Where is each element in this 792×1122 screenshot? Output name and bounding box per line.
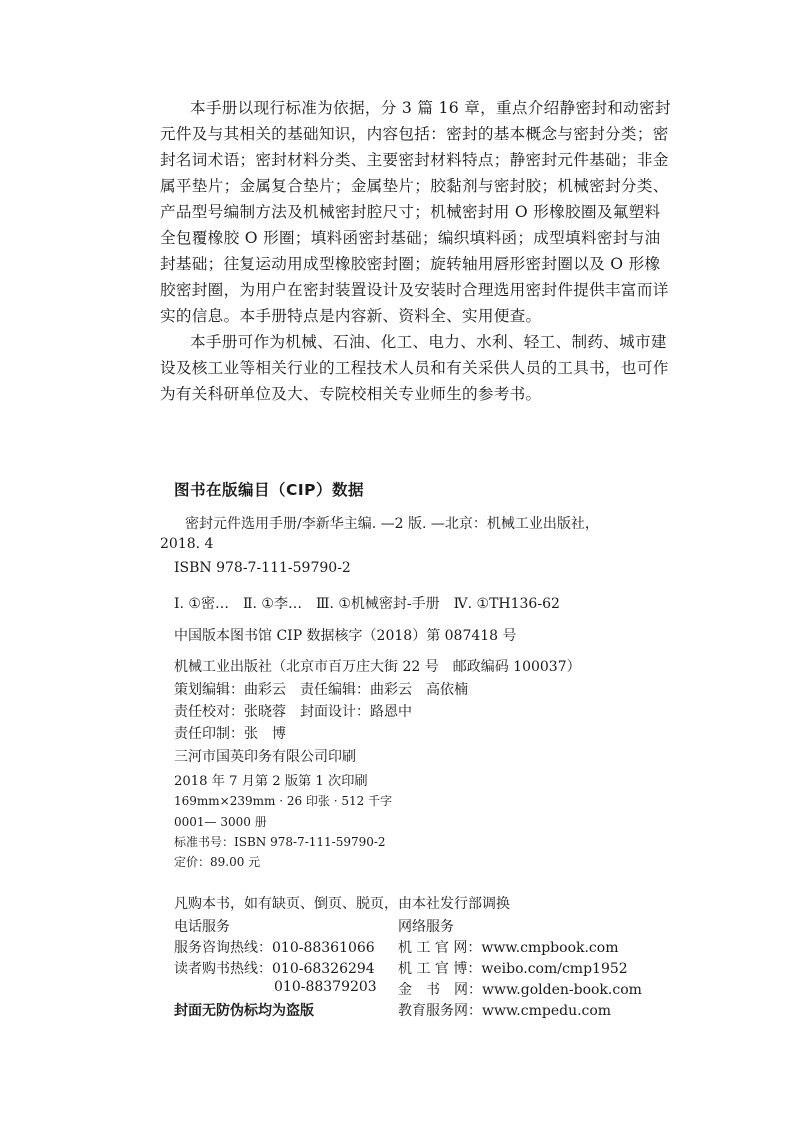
intro-p2-line1: 本手册可作为机械、石油、化工、电力、水利、轻工、制药、城市建 — [190, 333, 667, 351]
intro-p1-line8: 胶密封圈，为用户在密封装置设计及安装时合理选用密封件提供丰富而详 — [160, 281, 669, 299]
extra-phone: 010-88379203 — [274, 979, 377, 995]
intro-p2-line3: 为有关科研单位及大、专院校相关专业师生的参考书。 — [160, 385, 542, 403]
publisher-print-run: 0001— 3000 册 — [174, 815, 267, 829]
site4-link[interactable]: www.cmpedu.com — [482, 1003, 612, 1019]
reader-hotline — [174, 958, 375, 978]
site3-link[interactable]: www.golden-book.com — [482, 982, 642, 998]
publisher-price: 定价：89.00 元 — [174, 855, 261, 869]
site1-row — [398, 937, 618, 957]
intro-p1-line9: 实的信息。本手册特点是内容新、资料全、实用便查。 — [160, 307, 542, 325]
publisher-printing-manager: 责任印制：张 博 — [174, 726, 286, 742]
publisher-name-address: 机械工业出版社（北京市百万庄大街 22 号 邮政编码 100037） — [174, 659, 581, 675]
consult-hotline-label: 服务咨询热线： — [174, 940, 272, 956]
consult-hotline-number: 010-88361066 — [272, 940, 375, 956]
cip-number: 中国版本图书馆 CIP 数据核字（2018）第 087418 号 — [174, 628, 517, 644]
site3-row — [398, 979, 642, 999]
intro-p1-line4: 属平垫片；金属复合垫片；金属垫片；胶黏剂与密封胶；机械密封分类、 — [160, 177, 669, 195]
anti-counterfeit-notice: 封面无防伪标均为盗版 — [174, 1003, 314, 1019]
site2-link[interactable]: weibo.com/cmp1952 — [481, 961, 628, 977]
publisher-format: 169mm×239mm · 26 印张 · 512 千字 — [174, 794, 393, 808]
intro-p1-line6: 全包覆橡胶 O 形圈；填料函密封基础；编织填料函；成型填料密封与油 — [160, 229, 661, 247]
site3-label: 金 书 网： — [398, 982, 482, 998]
publisher-edition: 2018 年 7 月第 2 版第 1 次印刷 — [174, 774, 368, 789]
intro-p1-line7: 封基础；往复运动用成型橡胶密封圈；旋转轴用唇形密封圈以及 O 形橡 — [160, 255, 661, 273]
cip-heading: 图书在版编目（CIP）数据 — [174, 481, 365, 499]
site1-link[interactable]: www.cmpbook.com — [481, 940, 619, 956]
site4-label: 教育服务网： — [398, 1003, 482, 1019]
intro-p1-line3: 封名词术语；密封材料分类、主要密封材料特点；静密封元件基础；非金 — [160, 151, 669, 169]
reader-hotline-label: 读者购书热线： — [174, 961, 272, 977]
site1-label: 机 工 官 网： — [398, 940, 482, 956]
footer-notice: 凡购本书，如有缺页、倒页、脱页，由本社发行部调换 — [174, 896, 510, 912]
phone-service-title: 电话服务 — [174, 919, 230, 935]
intro-p1-line5: 产品型号编制方法及机械密封腔尺寸；机械密封用 O 形橡胶圈及氟塑料 — [160, 203, 661, 221]
intro-p1-line2: 元件及与其相关的基础知识，内容包括：密封的基本概念与密封分类；密 — [160, 125, 669, 143]
cip-record-line1: 密封元件选用手册/李新华主编. —2 版. —北京：机械工业出版社， — [185, 516, 599, 532]
site4-row — [398, 1000, 611, 1020]
publisher-proofreader: 责任校对：张晓蓉 封面设计：路恩中 — [174, 704, 412, 720]
publisher-standard-book-no: 标准书号：ISBN 978-7-111-59790-2 — [174, 835, 386, 849]
publisher-editors: 策划编辑：曲彩云 责任编辑：曲彩云 高依楠 — [174, 682, 468, 698]
cip-subjects: Ⅰ. ①密… Ⅱ. ①李… Ⅲ. ①机械密封-手册 Ⅳ. ①TH136-62 — [174, 596, 560, 612]
cip-record-line2: 2018. 4 — [160, 536, 214, 552]
intro-p2-line2: 设及核工业等相关行业的工程技术人员和有关采供人员的工具书，也可作 — [160, 359, 669, 377]
site2-row — [398, 958, 628, 978]
reader-hotline-number: 010-68326294 — [272, 961, 375, 977]
cip-isbn: ISBN 978-7-111-59790-2 — [174, 560, 351, 576]
web-service-title: 网络服务 — [398, 919, 454, 935]
consult-hotline — [174, 937, 375, 957]
publisher-printer: 三河市国英印务有限公司印刷 — [174, 749, 356, 765]
intro-p1-line1: 本手册以现行标准为依据，分 3 篇 16 章，重点介绍静密封和动密封 — [190, 99, 671, 117]
site2-label: 机 工 官 博： — [398, 961, 482, 977]
